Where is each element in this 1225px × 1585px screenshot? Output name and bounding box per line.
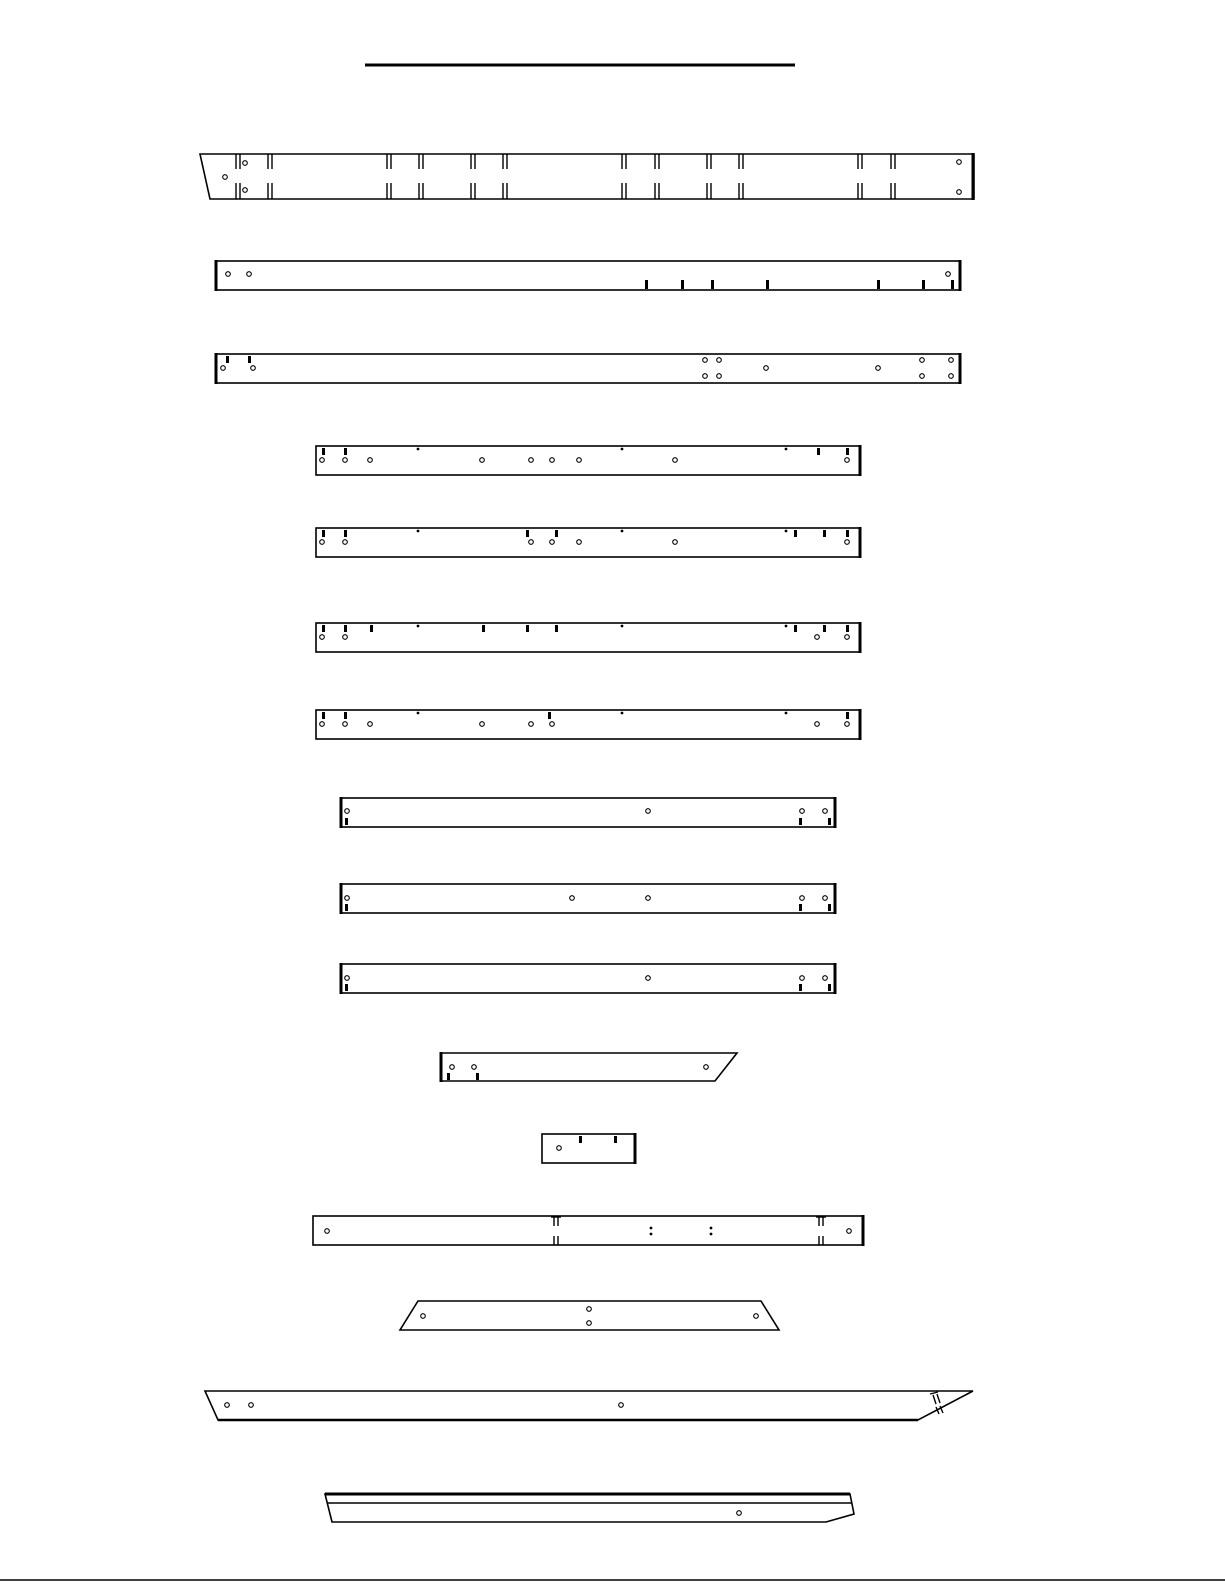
short-rail-b [341,883,835,914]
rail-with-bottom-slots [216,260,960,291]
mid-rail-a [316,445,860,476]
bottom-double-line-rail [325,1494,854,1522]
short-rail-a [341,797,835,828]
rail-with-t-notches [313,1215,863,1246]
short-rail-c [341,963,835,994]
mid-rail-c [316,622,860,653]
long-rail-with-notch-pairs [200,153,974,200]
long-angled-rail [205,1391,973,1420]
small-block [542,1133,635,1164]
trapezoid-piece [400,1301,779,1330]
mid-rail-b [316,527,860,558]
angled-end-piece [441,1052,737,1082]
rail-with-top-slots [216,353,960,384]
mid-rail-d [316,709,860,740]
